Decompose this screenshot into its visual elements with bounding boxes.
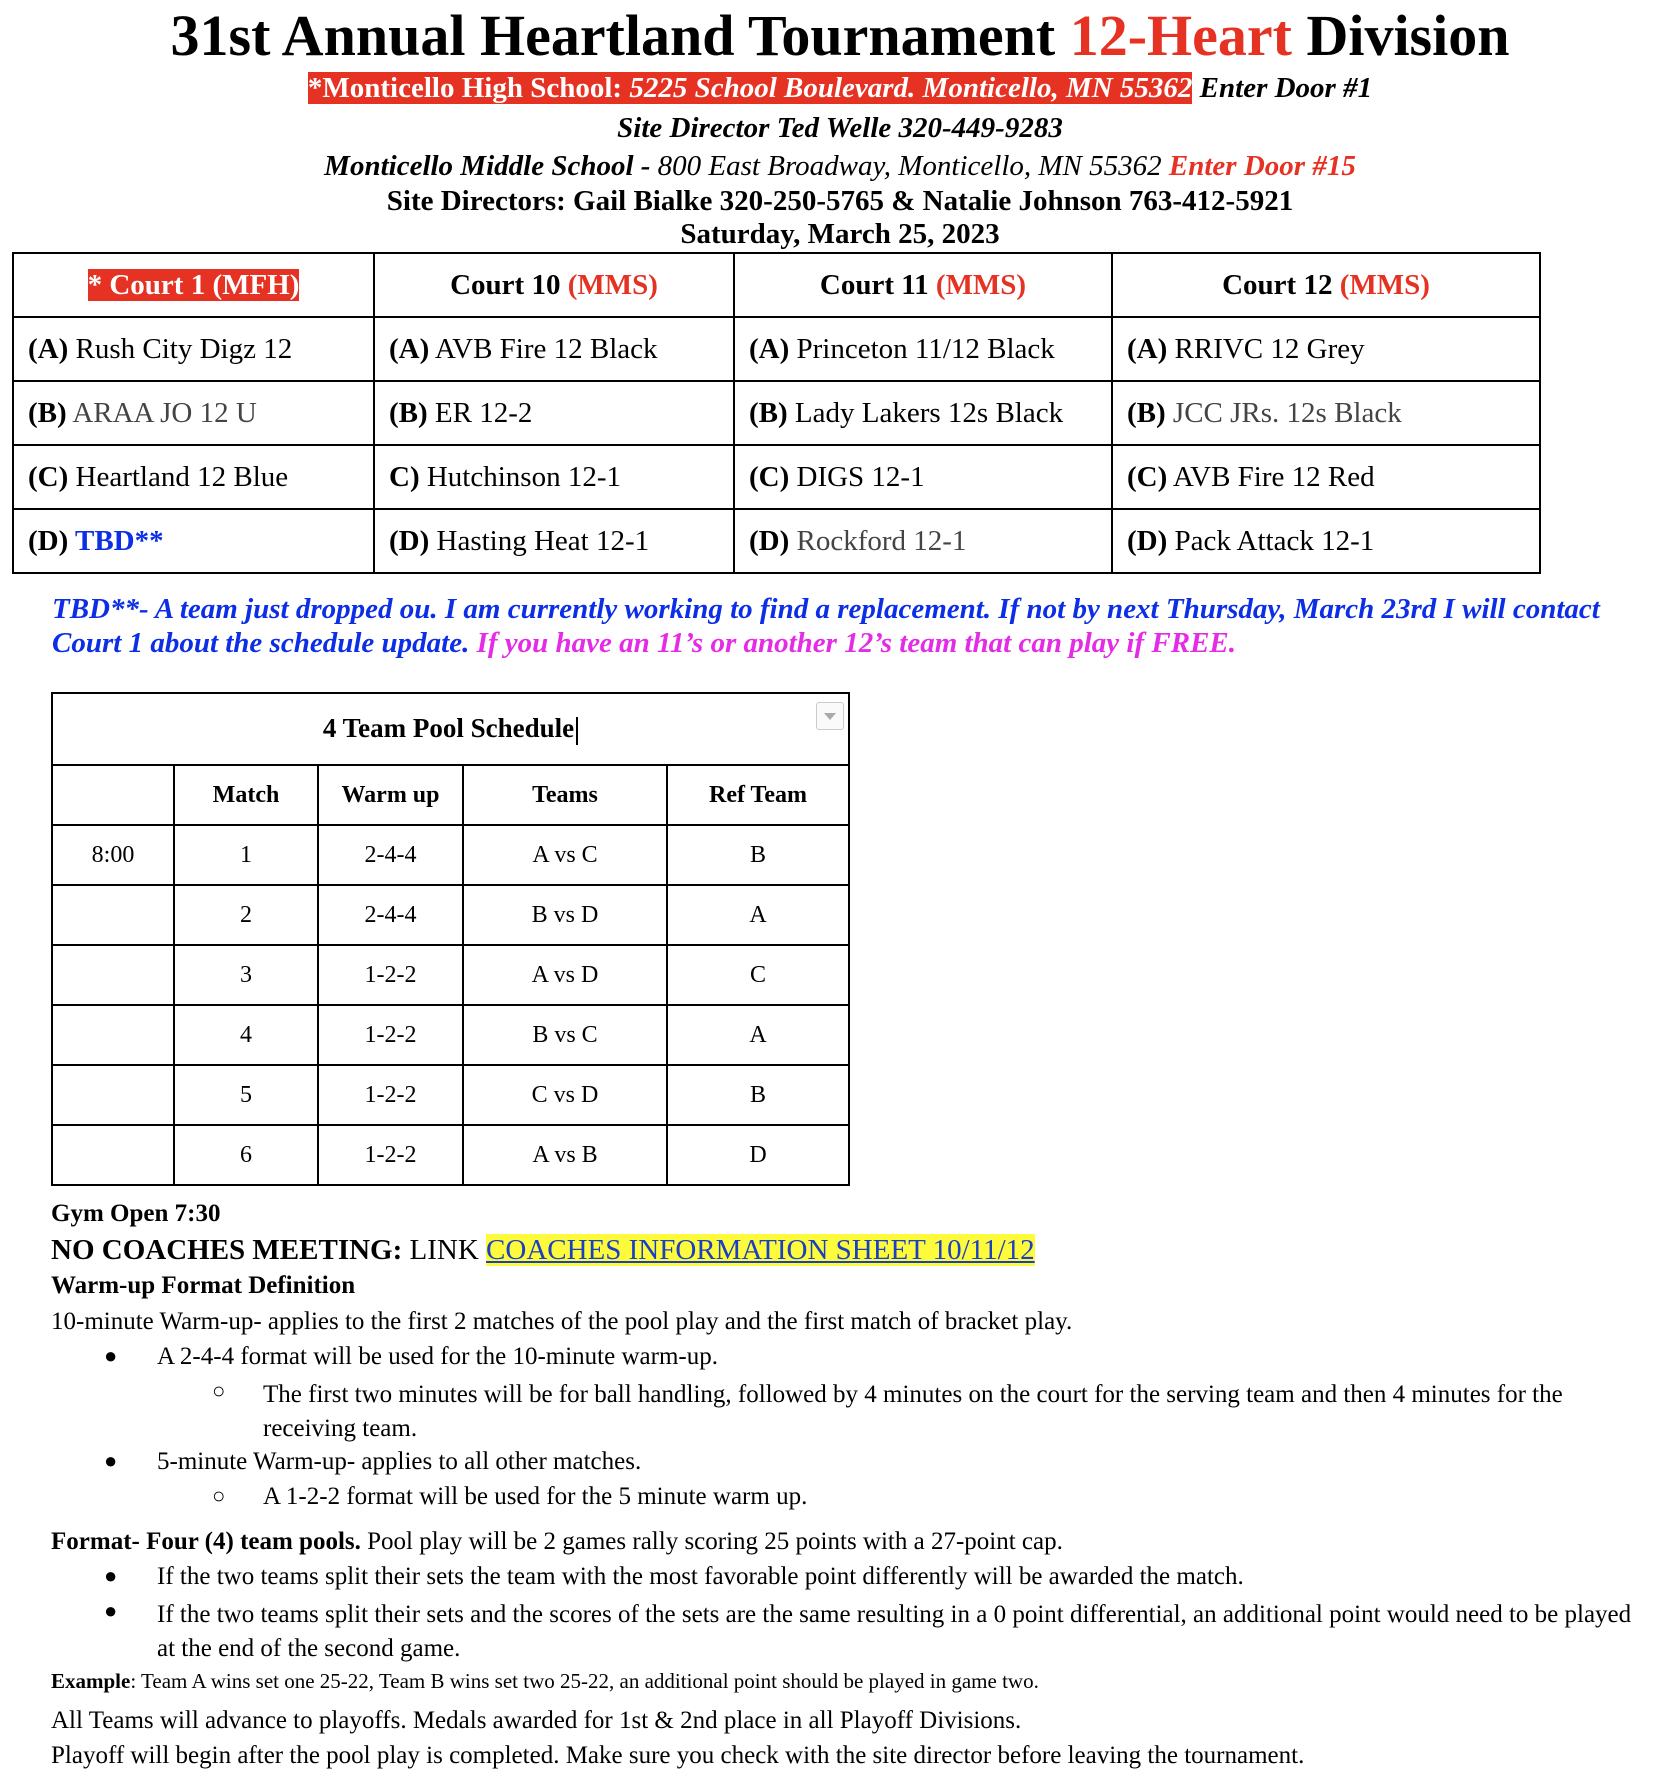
slot: (D) [28, 524, 69, 557]
cell-warmup: 1-2-2 [318, 945, 463, 1005]
cell-teams: A vs D [463, 945, 667, 1005]
title-end: Division [1291, 3, 1510, 68]
team-cell [734, 317, 1112, 381]
team-cell [734, 509, 1112, 573]
cell-ref: C [667, 945, 849, 1005]
slot: (A) [749, 332, 790, 365]
site2-directors: Site Directors: Gail Bialke 320-250-5765 & Natalie Johnson 763-412-5921 [386, 185, 1294, 217]
court-name: Court 12 [1222, 268, 1340, 301]
tbd-note-text: TBD**- A team just dropped ou. I am currently working to find a replacement. If not by next Thursday, March 23rd I will contact Court 1 about the schedule update. [52, 593, 1600, 659]
court-site: (MMS) [935, 268, 1027, 301]
team-cell [1112, 509, 1540, 573]
court-name: Court 10 [450, 268, 568, 301]
cell-time [52, 1065, 174, 1125]
team: Lady Lakers 12s Black [787, 396, 1064, 429]
cell-ref: D [667, 1125, 849, 1185]
title-division: 12-Heart [1069, 3, 1292, 68]
team-cell [13, 317, 374, 381]
team-cell [734, 445, 1112, 509]
format-line [51, 1528, 1063, 1556]
pool-title-cell [52, 693, 849, 765]
team: Rockford 12-1 [789, 524, 967, 557]
bullet-icon: ● [104, 1448, 118, 1473]
courts-row-b [13, 381, 1540, 445]
cell-ref: B [667, 825, 849, 885]
site2-name: Monticello Middle School - [324, 150, 658, 182]
format-text: Pool play will be 2 games rally scoring 25 points with a 27-point cap. [360, 1528, 1063, 1555]
slot: (C) [28, 460, 69, 493]
cell-match: 6 [174, 1125, 318, 1185]
bullet-icon: ● [104, 1343, 118, 1368]
team-cell [13, 445, 374, 509]
courts-row-d [13, 509, 1540, 573]
team-cell [374, 317, 734, 381]
team-cell [374, 381, 734, 445]
cell-warmup: 1-2-2 [318, 1005, 463, 1065]
slot: (A) [1127, 332, 1168, 365]
court-10-header [374, 253, 734, 317]
site1-highlight [308, 72, 1193, 104]
gym-open: Gym Open 7:30 [51, 1200, 221, 1227]
team-cell [1112, 317, 1540, 381]
cell-time [52, 945, 174, 1005]
header-warmup: Warm up [318, 765, 463, 825]
courts-row-c [13, 445, 1540, 509]
cell-match: 3 [174, 945, 318, 1005]
site1-address: 5225 School Boulevard. Monticello, MN 55362 [629, 72, 1193, 104]
table-row [52, 945, 849, 1005]
pool-schedule-table [51, 692, 850, 1186]
team-cell [1112, 381, 1540, 445]
team: AVB Fire 12 Red [1167, 460, 1375, 493]
link-prefix: LINK [402, 1234, 487, 1266]
slot: (B) [28, 396, 67, 429]
header-match: Match [174, 765, 318, 825]
court-site: (MMS) [567, 268, 658, 301]
team: RRIVC 12 Grey [1167, 332, 1365, 365]
tbd-note [52, 592, 1652, 660]
slot: (B) [749, 396, 788, 429]
team: AVB Fire 12 Black [429, 332, 658, 365]
slot: (C) [1127, 460, 1168, 493]
table-row [52, 1065, 849, 1125]
bullet-icon: ● [104, 1563, 118, 1588]
slot: C) [389, 460, 420, 493]
cell-ref: A [667, 1005, 849, 1065]
team-cell [374, 445, 734, 509]
list-item: If the two teams split their sets the team with the most favorable point differently will be awarded the match. [157, 1563, 1244, 1590]
header-teams: Teams [463, 765, 667, 825]
cell-teams: B vs C [463, 1005, 667, 1065]
courts-table [12, 252, 1541, 574]
cell-warmup: 2-4-4 [318, 885, 463, 945]
slot: (A) [389, 332, 430, 365]
slot: (B) [1127, 396, 1166, 429]
event-date: Saturday, March 25, 2023 [680, 218, 1000, 250]
pool-title: 4 Team Pool Schedule [322, 713, 575, 744]
cell-warmup: 1-2-2 [318, 1125, 463, 1185]
cell-teams: A vs B [463, 1125, 667, 1185]
table-row [52, 885, 849, 945]
team: Hasting Heat 12-1 [429, 524, 650, 557]
team-cell [374, 509, 734, 573]
team: DIGS 12-1 [789, 460, 925, 493]
cell-time: 8:00 [52, 825, 174, 885]
cell-time [52, 885, 174, 945]
warmup-title: Warm-up Format Definition [51, 1272, 356, 1299]
title-main: 31st Annual Heartland Tournament [170, 3, 1070, 68]
team-cell [734, 381, 1112, 445]
cell-match: 5 [174, 1065, 318, 1125]
slot: (D) [1127, 524, 1168, 557]
list-item: 5-minute Warm-up- applies to all other matches. [157, 1448, 642, 1475]
courts-row-a [13, 317, 1540, 381]
team: Rush City Digz 12 [68, 332, 293, 365]
cell-match: 1 [174, 825, 318, 885]
format-label: Format- Four (4) team pools. [51, 1528, 361, 1555]
table-row [52, 1125, 849, 1185]
slot: (D) [749, 524, 790, 557]
coaches-label: NO COACHES MEETING: [51, 1234, 403, 1266]
slot: (D) [389, 524, 430, 557]
sub-bullet-icon: ○ [212, 1378, 226, 1403]
slot: (A) [28, 332, 69, 365]
court-1-header [13, 253, 374, 317]
cell-ref: B [667, 1065, 849, 1125]
dropdown-icon[interactable] [816, 702, 844, 730]
text-cursor [576, 717, 578, 745]
table-row [52, 1005, 849, 1065]
team-tbd: TBD** [68, 524, 164, 557]
team: Pack Attack 12-1 [1167, 524, 1375, 557]
list-item: A 1-2-2 format will be used for the 5 minute warm up. [263, 1483, 808, 1510]
cell-warmup: 2-4-4 [318, 825, 463, 885]
playoff-note: Playoff will begin after the pool play is completed. Make sure you check with the site director before leaving the tournament. [51, 1742, 1305, 1769]
court-name: Court 11 [819, 268, 936, 301]
team-cell [13, 509, 374, 573]
cell-match: 4 [174, 1005, 318, 1065]
list-item: The first two minutes will be for ball handling, followed by 4 minutes on the court for the serving team and then 4 minutes for the receiving team. [263, 1381, 1563, 1442]
team-cell [13, 381, 374, 445]
courts-header-row [13, 253, 1540, 317]
header-time [52, 765, 174, 825]
cell-teams: A vs C [463, 825, 667, 885]
header-ref: Ref Team [667, 765, 849, 825]
court-site: (MMS) [1339, 268, 1430, 301]
cell-time [52, 1125, 174, 1185]
pool-header-row [52, 765, 849, 825]
coaches-info-link[interactable]: COACHES INFORMATION SHEET 10/11/12 [486, 1234, 1035, 1266]
cell-teams: B vs D [463, 885, 667, 945]
team: Princeton 11/12 Black [789, 332, 1055, 365]
example-text: : Team A wins set one 25-22, Team B wins set two 25-22, an additional point should be played in game two. [130, 1669, 1039, 1693]
team: ARAA JO 12 U [66, 396, 257, 429]
court-1-name: * Court 1 (MFH) [87, 268, 300, 301]
list-item: If the two teams split their sets and the scores of the sets are the same resulting in a 0 point differential, an additional point would need to be played at the end of the second game. [157, 1601, 1632, 1662]
slot: (B) [389, 396, 428, 429]
cell-ref: A [667, 885, 849, 945]
site2-line [0, 150, 1680, 183]
site2-door: Enter Door #15 [1168, 150, 1356, 182]
site1-line [0, 72, 1680, 105]
team: JCC JRs. 12s Black [1165, 396, 1402, 429]
team-cell [1112, 445, 1540, 509]
sub-bullet-icon: ○ [212, 1483, 226, 1508]
court-11-header [734, 253, 1112, 317]
list-item: A 2-4-4 format will be used for the 10-minute warm-up. [157, 1343, 718, 1370]
team: Hutchinson 12-1 [419, 460, 621, 493]
site2-address: 800 East Broadway, Monticello, MN 55362 [657, 150, 1169, 182]
example-label: Example [51, 1669, 131, 1693]
site1-door: Enter Door #1 [1192, 72, 1373, 104]
site1-name: *Monticello High School: [307, 72, 630, 104]
tbd-note-request: If you have an 11’s or another 12’s team that can play if FREE. [476, 627, 1237, 659]
table-row [52, 825, 849, 885]
cell-match: 2 [174, 885, 318, 945]
page-title [0, 2, 1680, 69]
cell-time [52, 1005, 174, 1065]
team: Heartland 12 Blue [68, 460, 289, 493]
coaches-line [51, 1234, 1035, 1267]
all-teams-note: All Teams will advance to playoffs. Medals awarded for 1st & 2nd place in all Playoff Divisions. [51, 1707, 1022, 1734]
court-12-header [1112, 253, 1540, 317]
slot: (C) [749, 460, 790, 493]
team: ER 12-2 [427, 396, 533, 429]
cell-warmup: 1-2-2 [318, 1065, 463, 1125]
warmup-desc: 10-minute Warm-up- applies to the first 2 matches of the pool play and the first match of bracket play. [51, 1308, 1073, 1335]
bullet-icon: ● [104, 1598, 118, 1623]
site1-director: Site Director Ted Welle 320-449-9283 [617, 112, 1063, 144]
cell-teams: C vs D [463, 1065, 667, 1125]
example-line [51, 1669, 1039, 1694]
